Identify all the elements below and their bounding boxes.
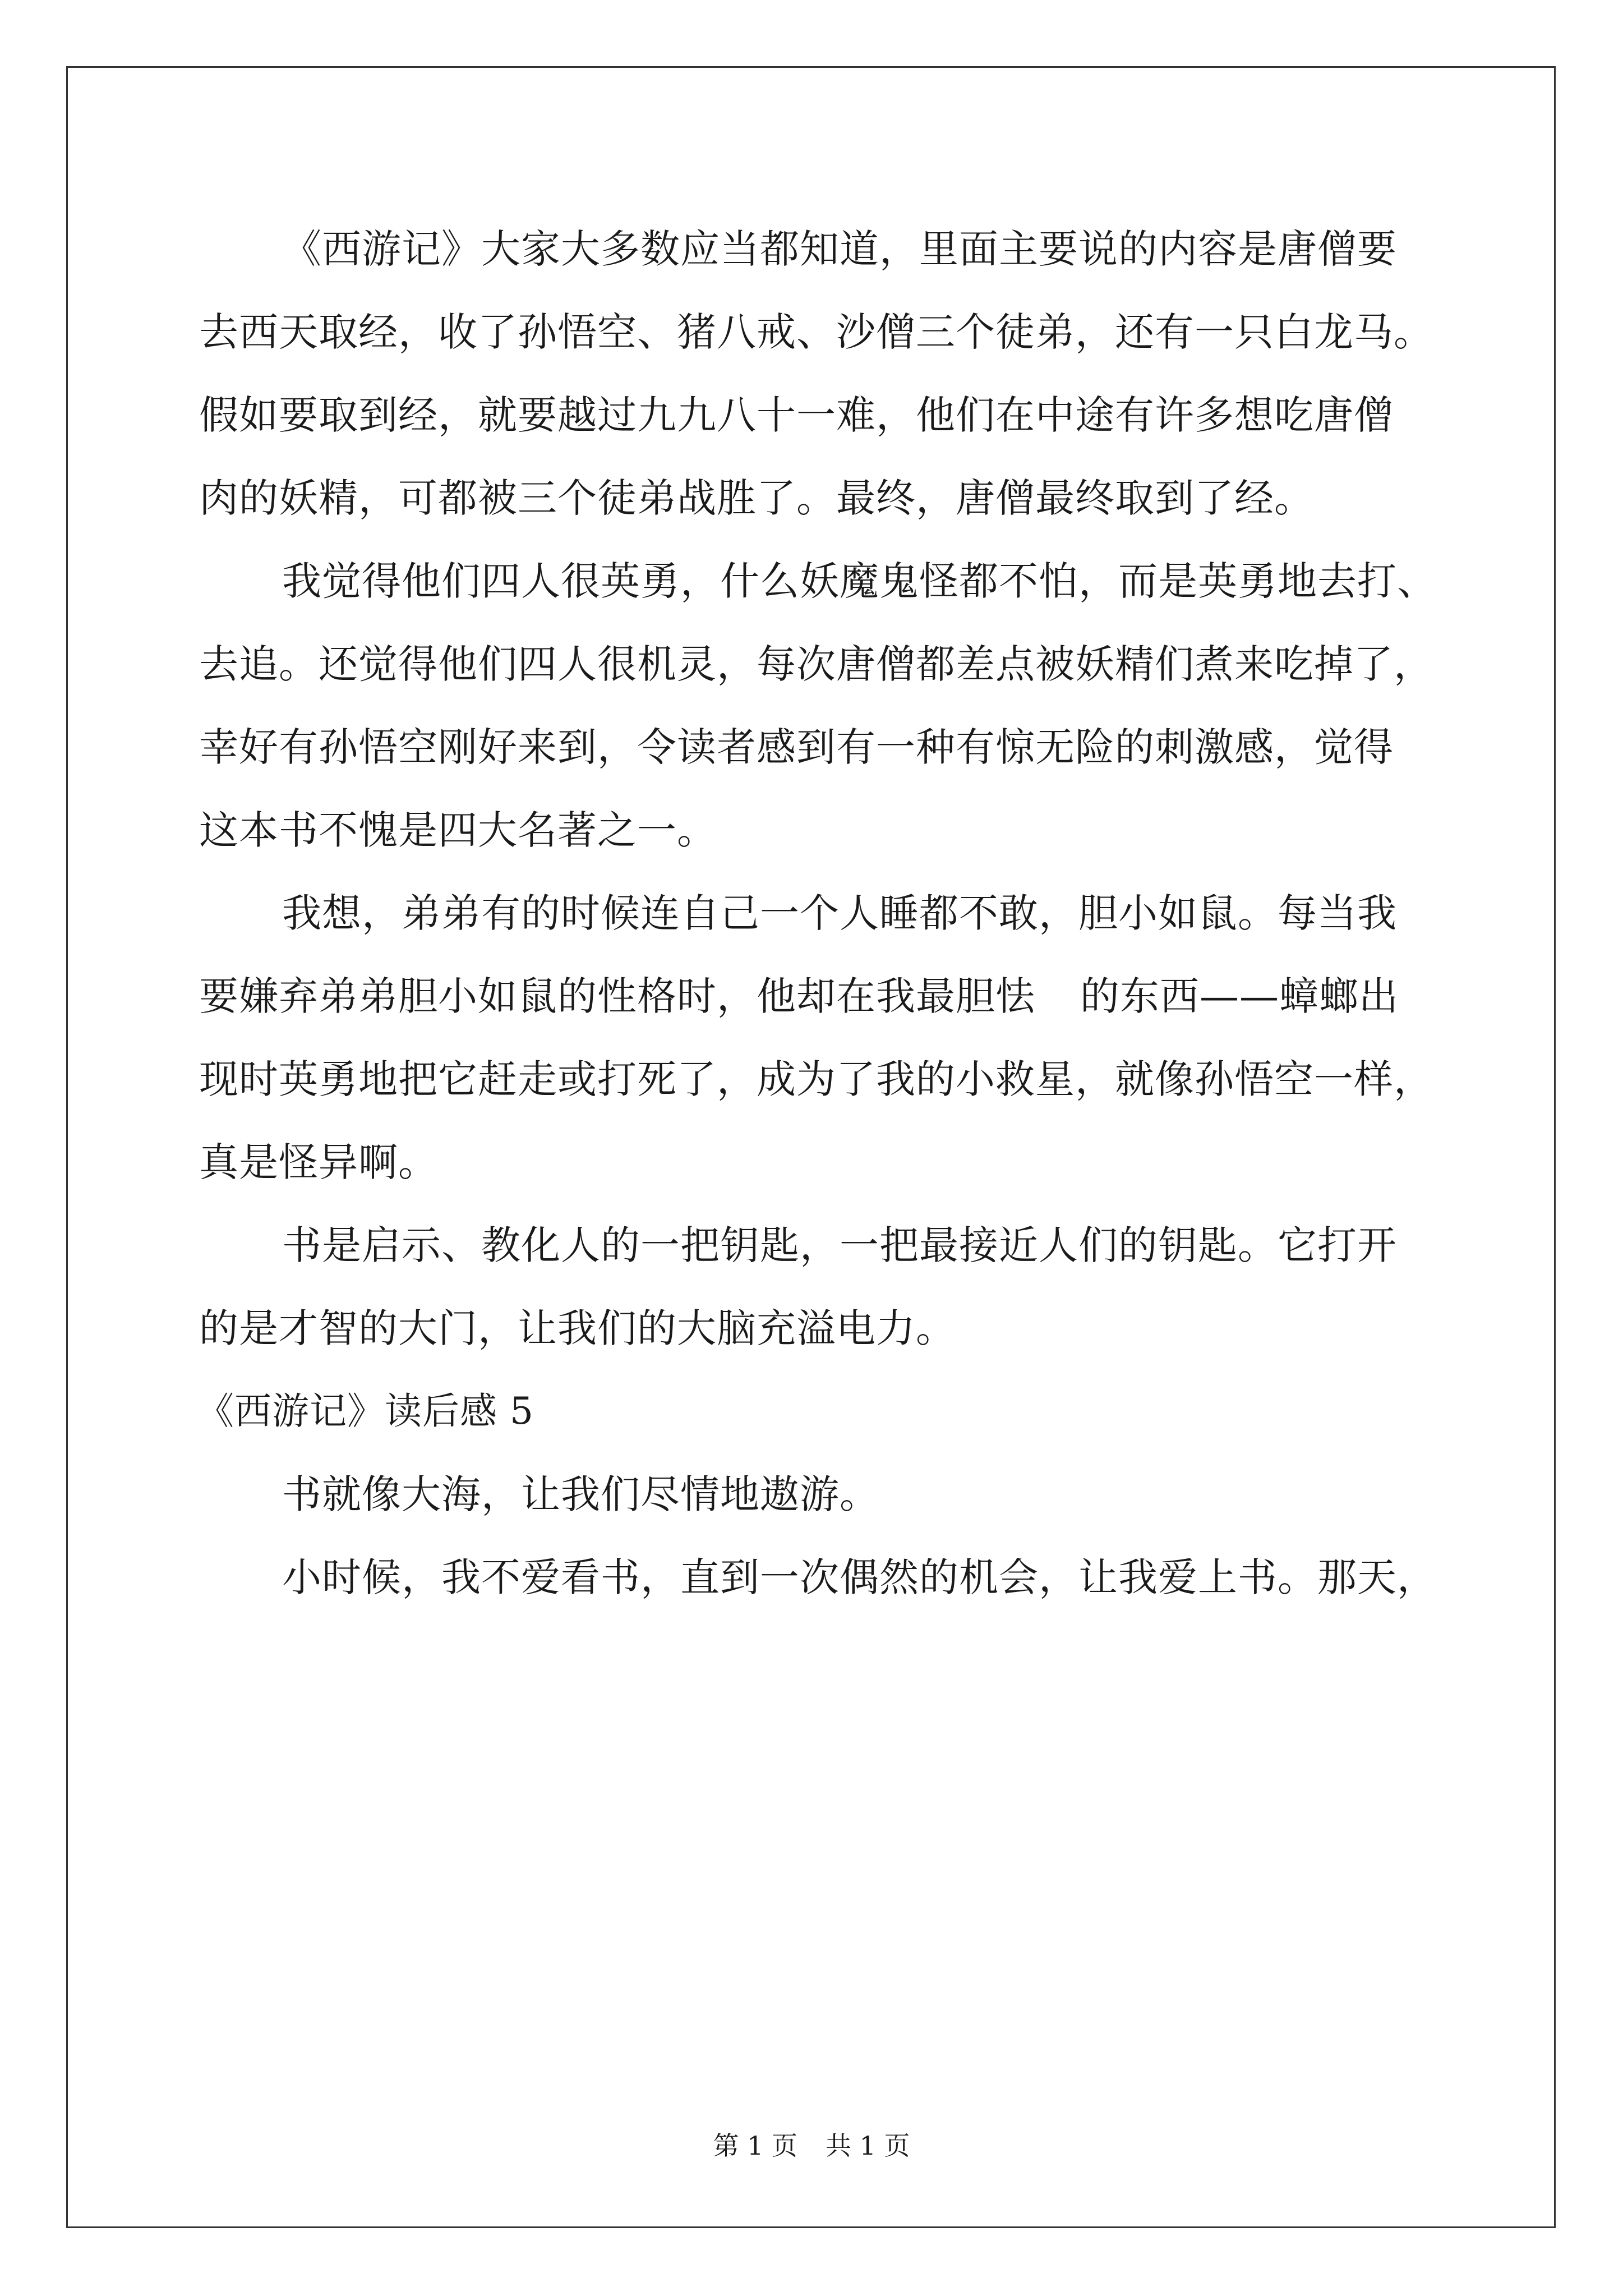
paragraph-line: 真是怪异啊。: [199, 1139, 438, 1185]
paragraph-line: 书就像大海，让我们尽情地遨游。: [282, 1471, 879, 1517]
paragraph-line: 这本书不愧是四大名著之一。: [199, 807, 717, 853]
paragraph-line: 《西游记》大家大多数应当都知道，里面主要说的内容是唐僧要: [282, 226, 1397, 272]
paragraph-line: 肉的妖精，可都被三个徒弟战胜了。最终，唐僧最终取到了经。: [199, 475, 1314, 521]
paragraph-line: 书是启示、教化人的一把钥匙，一把最接近人们的钥匙。它打开: [282, 1222, 1397, 1268]
paragraph-line: [199, 955, 1422, 1038]
paragraph-line: 我觉得他们四人很英勇，什么妖魔鬼怪都不怕，而是英勇地去打、: [282, 558, 1437, 604]
line-segment: 要嫌弃弟弟胆小如鼠的性格时，他却在我最胆怯: [199, 973, 1035, 1019]
page-footer: [0, 2129, 1623, 2162]
paragraph-line: 幸好有孙悟空刚好来到，令读者感到有一种有惊无险的刺激感，觉得: [199, 724, 1394, 770]
paragraph-line: 的是才智的大门，让我们的大脑充溢电力。: [199, 1305, 956, 1351]
section-heading: 《西游记》读后感 5: [197, 1389, 534, 1433]
page-total: 共 1 页: [826, 2131, 910, 2161]
paragraph-line: 我想，弟弟有的时候连自己一个人睡都不敢，胆小如鼠。每当我: [282, 890, 1397, 936]
paragraph-line: 去追。还觉得他们四人很机灵，每次唐僧都差点被妖精们煮来吃掉了，: [199, 641, 1433, 687]
line-segment: 的东西——蟑螂出: [1080, 973, 1399, 1019]
paragraph-line: 去西天取经，收了孙悟空、猪八戒、沙僧三个徒弟，还有一只白龙马。: [199, 309, 1433, 355]
paragraph-line: 假如要取到经，就要越过九九八十一难，他们在中途有许多想吃唐僧: [199, 392, 1394, 438]
paragraph-line: 现时英勇地把它赶走或打死了，成为了我的小救星，就像孙悟空一样，: [199, 1056, 1433, 1102]
document-body: [197, 208, 1437, 1619]
page-number: 第 1 页: [713, 2131, 797, 2161]
paragraph-line: 小时候，我不爱看书，直到一次偶然的机会，让我爱上书。那天，: [282, 1554, 1437, 1600]
